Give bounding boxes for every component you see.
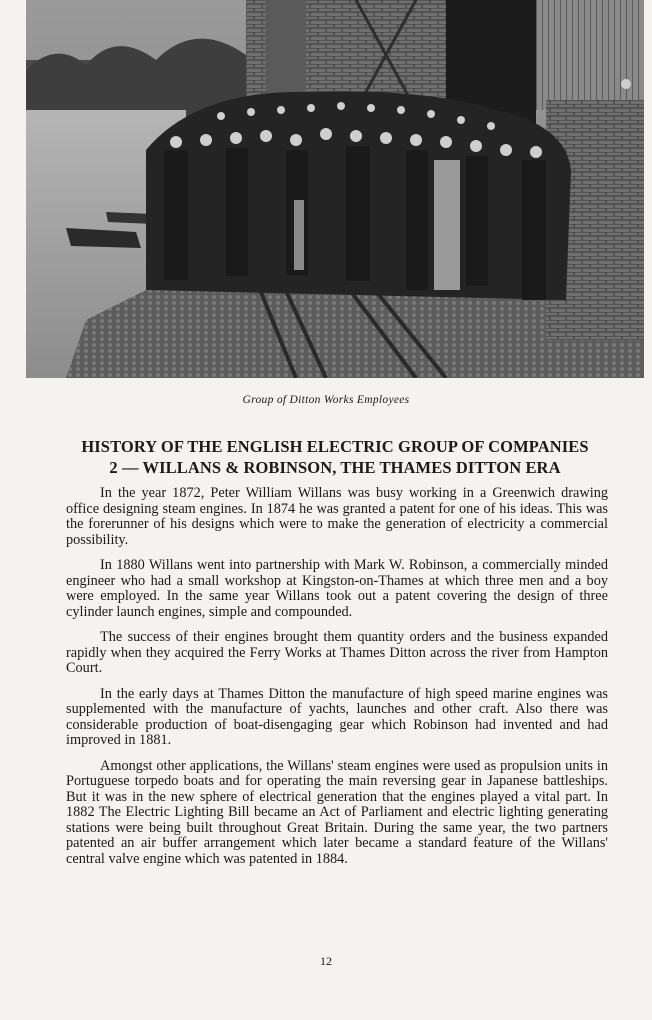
- paragraph: In 1880 Willans went into partnership with Mark W. Robinson, a commercially minded engineer who had a small workshop at Kingston-on-Thames at which three men and a boy were employed. In the same year Willans took out a patent covering the design of three cylinder launch engines, simple and compounded.: [66, 557, 608, 620]
- page-number: 12: [320, 954, 332, 968]
- paragraph: The success of their engines brought them quantity orders and the business expanded rapidly when they acquired the Ferry Works at Thames Ditton across the river from Hampton Court.: [66, 629, 608, 676]
- heading-line-1: HISTORY OF THE ENGLISH ELECTRIC GROUP OF COMPANIES: [81, 437, 589, 456]
- paragraph: In the early days at Thames Ditton the manufacture of high speed marine engines was supplemented with the manufacture of yachts, launches and other craft. Also there was considerable production of boat-disengaging gear which Robinson had invented and had improved in 1881.: [66, 685, 608, 748]
- photo-caption: Group of Ditton Works Employees: [242, 394, 410, 406]
- paragraph: In the year 1872, Peter William Willans was busy working in a Greenwich drawing office designing steam engines. In 1874 he was granted a patent for one of his ideas. This was the forerunner of his designs which were to make the generation of electricity a commercial possibility.: [66, 485, 608, 548]
- photo-illustration: [26, 0, 644, 378]
- heading-line-2: 2 — WILLANS & ROBINSON, THE THAMES DITTON ERA: [109, 458, 561, 477]
- group-photograph: [26, 0, 644, 378]
- article-body: [66, 486, 608, 877]
- paragraph: Amongst other applications, the Willans' steam engines were used as propulsion units in Portuguese torpedo boats and for operating the main reversing gear in Japanese battleships. But it was in the new sphere of electrical generation that the engines played a vital part. In 1882 The Electric Lighting Bill became an Act of Parliament and electric lighting generating stations were being built throughout Great Britain. During the same year, the two partners patented an air buffer arrangement which later became a standard feature of the Willans' central valve engine which was patented in 1884.: [66, 757, 608, 867]
- article-heading: [40, 436, 630, 478]
- corrugated-wall: [536, 0, 644, 110]
